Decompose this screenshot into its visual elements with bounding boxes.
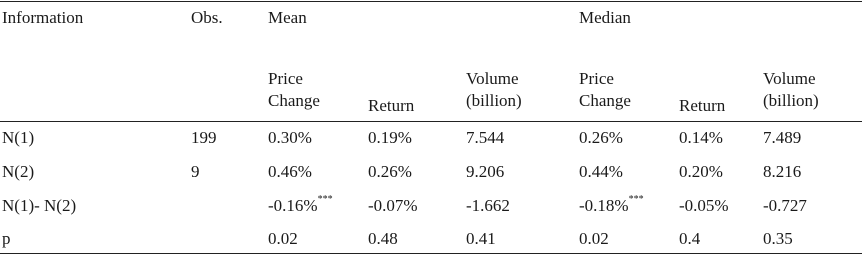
cell-obs: 9 [191, 162, 200, 181]
subheader-mean-price-change-line1: Price [268, 69, 303, 88]
cell-mean-volume: 7.544 [466, 128, 505, 147]
header-median: Median [579, 8, 631, 27]
row-label: N(1) [2, 128, 35, 147]
cell-mean-price-change: 0.30% [268, 128, 312, 147]
significance-marker: *** [628, 194, 644, 206]
subheader-mean-price-change-line2: Change [268, 91, 320, 110]
row-label: p [2, 229, 11, 248]
subheader-median-volume-line2: (billion) [763, 91, 819, 110]
significance-marker: *** [317, 194, 333, 206]
subheader-mean-return: Return [368, 96, 415, 115]
table-top-rule [0, 1, 862, 2]
table-header-rule [0, 121, 862, 122]
subheader-median-price-change [579, 68, 631, 112]
cell-median-return: 0.4 [679, 229, 701, 248]
cell-median-return: 0.14% [679, 128, 723, 147]
cell-median-volume: 7.489 [763, 128, 802, 147]
cell-median-price-change: 0.44% [579, 162, 623, 181]
cell-median-price-change: 0.26% [579, 128, 623, 147]
cell-mean-price-change: 0.46% [268, 162, 312, 181]
cell-median-return: -0.05% [679, 196, 729, 215]
cell-median-volume: 8.216 [763, 162, 802, 181]
row-label: N(1)- N(2) [2, 196, 77, 215]
cell-median-volume: 0.35 [763, 229, 793, 248]
cell-median-volume: -0.727 [763, 196, 807, 215]
cell-mean-return: 0.26% [368, 162, 412, 181]
header-mean: Mean [268, 8, 307, 27]
cell-mean-price-change [268, 196, 333, 216]
subheader-mean-volume-line2: (billion) [466, 91, 522, 110]
subheader-mean-volume-line1: Volume [466, 69, 519, 88]
cell-mean-price-change-value: -0.16% [268, 196, 318, 215]
header-information: Information [2, 8, 84, 27]
subheader-median-price-change-line2: Change [579, 91, 631, 110]
header-obs: Obs. [191, 8, 223, 27]
subheader-median-return: Return [679, 96, 726, 115]
cell-mean-volume: 0.41 [466, 229, 496, 248]
cell-median-price-change [579, 196, 644, 216]
cell-median-price-change-value: -0.18% [579, 196, 629, 215]
cell-mean-volume: -1.662 [466, 196, 510, 215]
subheader-mean-volume [466, 68, 522, 112]
cell-mean-return: -0.07% [368, 196, 418, 215]
subheader-median-volume-line1: Volume [763, 69, 816, 88]
subheader-mean-price-change [268, 68, 320, 112]
cell-mean-return: 0.19% [368, 128, 412, 147]
cell-median-return: 0.20% [679, 162, 723, 181]
cell-median-price-change: 0.02 [579, 229, 609, 248]
subheader-median-volume [763, 68, 819, 112]
cell-obs: 199 [191, 128, 217, 147]
subheader-median-price-change-line1: Price [579, 69, 614, 88]
cell-mean-volume: 9.206 [466, 162, 505, 181]
cell-mean-return: 0.48 [368, 229, 398, 248]
cell-mean-price-change: 0.02 [268, 229, 298, 248]
row-label: N(2) [2, 162, 35, 181]
table-bottom-rule [0, 253, 862, 254]
